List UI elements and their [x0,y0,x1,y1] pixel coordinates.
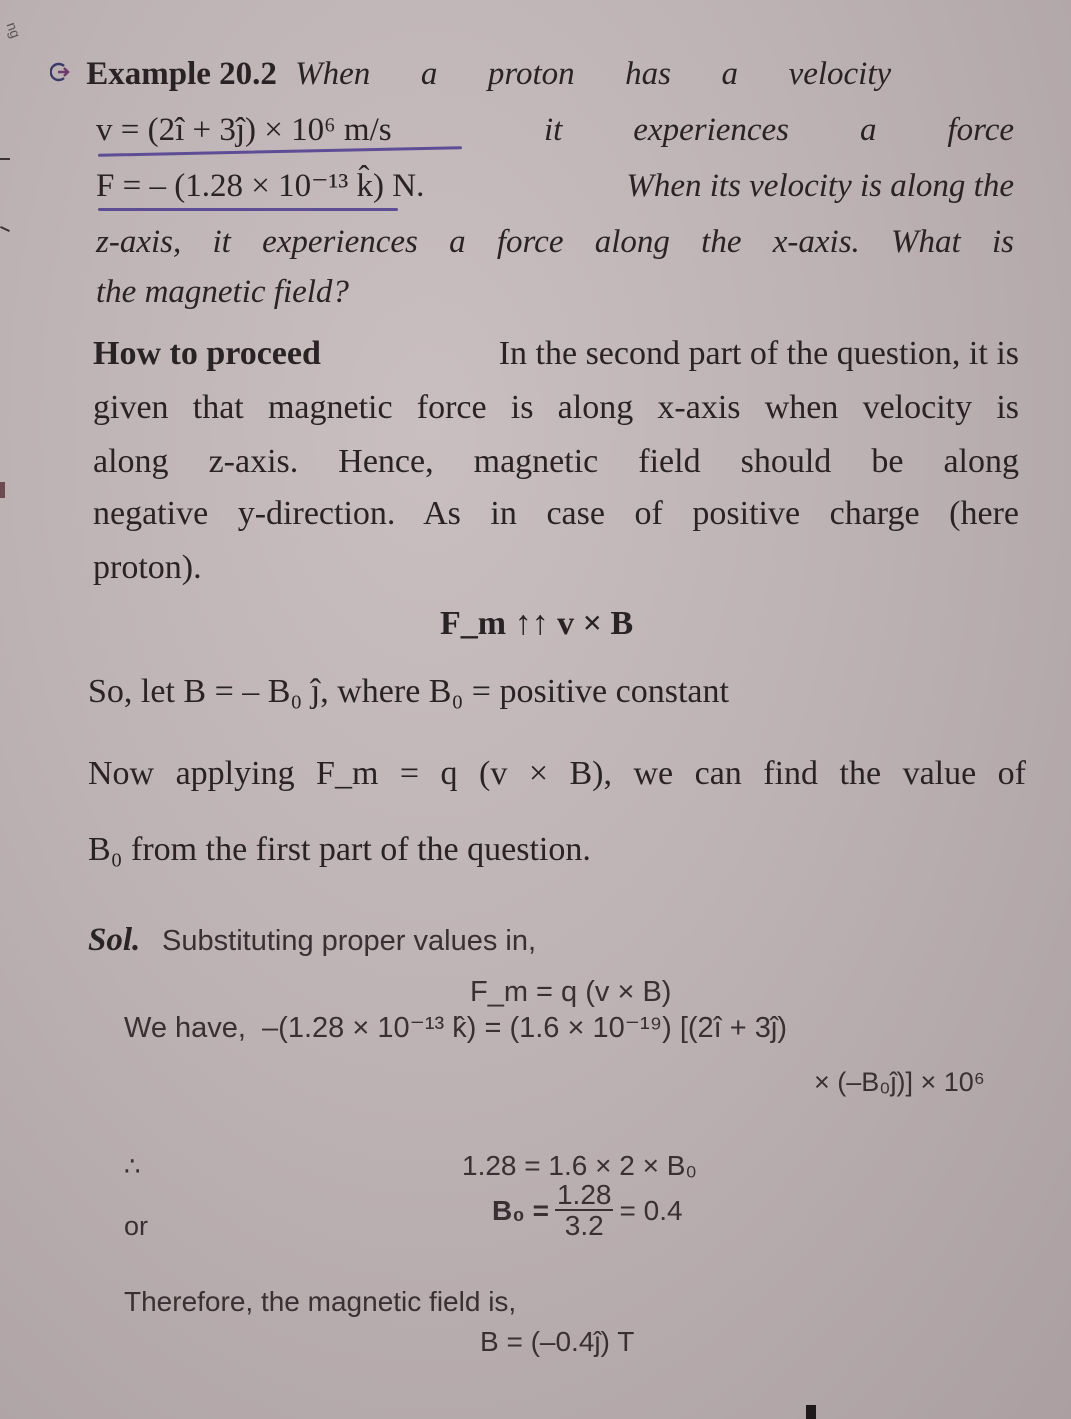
we-have-line [124,1008,787,1048]
question-line-2-rest: it experiences a force [544,112,1014,148]
margin-mark [0,158,10,160]
we-have-equation-1: –(1.28 × 10⁻¹³ k̂) = (1.6 × 10⁻¹⁹) [(2î + 3ĵ) [262,1012,788,1044]
we-have-label: We have, [124,1012,246,1044]
question-line-3-rest: When its velocity is along the [626,168,1014,204]
final-answer: B = (–0.4ĵ) T [480,1326,635,1357]
example-heading-line [50,52,1012,97]
step-2-equation [492,1180,683,1242]
how-to-proceed-line-2: given that magnetic force is along x-axis when velocity is [93,389,1019,426]
step-1-equation: 1.28 = 1.6 × 2 × B₀ [462,1150,698,1181]
or-label: or [124,1211,149,1241]
how-to-proceed-line-3: along z-axis. Hence, magnetic field should be along [93,443,1019,480]
fraction-numerator: 1.28 [556,1179,612,1210]
conclusion-text: Therefore, the magnetic field is, [124,1286,517,1317]
question-line-5: the magnetic field? [96,274,349,310]
step-2-lhs: B₀ = [492,1195,549,1227]
corner-note: ng [3,19,24,41]
solution-intro: Substituting proper values in, [162,925,537,957]
apply-line-1: Now applying F_m = q (v × B), we can find the value of [88,755,1026,792]
page-edge-mark [806,1405,816,1419]
apply-line-2: B₀ from the first part of the question. [88,831,591,868]
margin-mark [0,226,10,232]
relation-equation: F_m ↑↑ v × B [440,605,634,642]
let-line: So, let B = – B₀ ĵ, where B₀ = positive constant [88,673,729,710]
fraction [555,1180,614,1242]
velocity-equation: v = (2î + 3ĵ) × 10⁶ m/s [96,112,392,148]
question-line-1: When a proton has a velocity [295,56,892,92]
how-to-proceed-line-5: proton). [93,549,202,586]
question-line-2 [96,108,1014,152]
margin-mark [0,482,5,498]
question-line-4: z-axis, it experiences a force along the x-axis. What is [96,224,1014,260]
step-2-rhs: = 0.4 [619,1195,683,1227]
example-label: Example 20.2 [86,56,277,92]
how-to-proceed-line-1: How to proceed In the second part of the question, it is [93,330,1019,378]
therefore-symbol: ∴ [124,1151,141,1181]
pen-underline [98,208,398,211]
solution-intro-line [88,918,536,963]
fraction-denominator: 3.2 [564,1210,604,1242]
question-line-3 [96,164,1014,208]
solution-label: Sol. [88,922,141,958]
how-to-proceed-heading: How to proceed [93,335,321,372]
solution-formula: F_m = q (v × B) [470,976,672,1008]
arrow-circle-icon [50,53,72,97]
we-have-equation-2: × (–B₀ĵ)] × 10⁶ [814,1067,985,1097]
force-equation: F = – (1.28 × 10⁻¹³ k̂) N. [96,168,425,204]
how-to-proceed-line-4: negative y-direction. As in case of positive charge (here [93,495,1019,532]
